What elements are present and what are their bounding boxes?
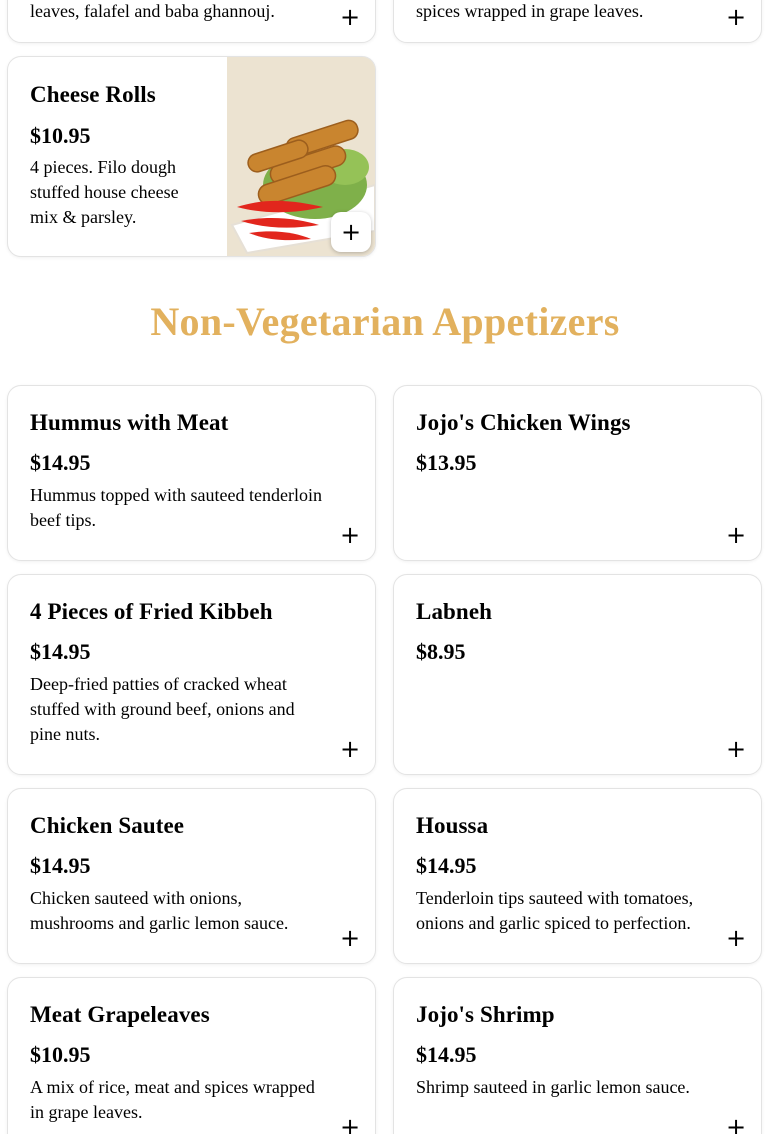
menu-item-card[interactable]: [7, 385, 376, 561]
item-description: Tenderloin tips sauteed with tomatoes, onions and garlic spiced to perfection.: [416, 888, 694, 933]
item-price: $13.95: [416, 450, 477, 475]
add-to-cart-button[interactable]: +: [725, 735, 747, 763]
menu-item-card[interactable]: [393, 977, 762, 1134]
menu-item-card-cheese-rolls[interactable]: [7, 56, 376, 257]
item-price: $14.95: [30, 853, 91, 878]
menu-item-card[interactable]: [7, 574, 376, 775]
item-price: $10.95: [30, 123, 91, 148]
add-to-cart-button[interactable]: +: [725, 924, 747, 952]
item-description: leaves, falafel and baba ghannouj.: [30, 1, 275, 21]
item-description: spices wrapped in grape leaves.: [416, 1, 644, 21]
add-to-cart-button[interactable]: +: [339, 735, 361, 763]
add-to-cart-button[interactable]: +: [339, 1113, 361, 1134]
item-name: Jojo's Chicken Wings: [416, 410, 631, 435]
item-price: $14.95: [30, 450, 91, 475]
item-description: Deep-fried patties of cracked wheat stuffed with ground beef, onions and pine nuts.: [30, 674, 295, 744]
add-to-cart-button[interactable]: +: [725, 1113, 747, 1134]
item-name: Cheese Rolls: [30, 82, 156, 107]
menu-item-card[interactable]: [393, 574, 762, 775]
item-name: Hummus with Meat: [30, 410, 229, 435]
menu-item-card[interactable]: [393, 0, 762, 43]
menu-item-card[interactable]: [393, 385, 762, 561]
item-description: Hummus topped with sauteed tenderloin beef tips.: [30, 485, 322, 530]
item-description: 4 pieces. Filo dough stuffed house cheese mix & parsley.: [30, 157, 179, 227]
item-description: Chicken sauteed with onions, mushrooms and garlic lemon sauce.: [30, 888, 289, 933]
item-price: $14.95: [30, 639, 91, 664]
item-price: $10.95: [30, 1042, 91, 1067]
add-to-cart-button[interactable]: +: [339, 521, 361, 549]
item-price: $8.95: [416, 639, 466, 664]
add-to-cart-button[interactable]: +: [725, 521, 747, 549]
item-name: Jojo's Shrimp: [416, 1002, 555, 1027]
item-name: Labneh: [416, 599, 493, 624]
item-name: Chicken Sautee: [30, 813, 185, 838]
item-description: Shrimp sauteed in garlic lemon sauce.: [416, 1077, 690, 1097]
menu-item-card[interactable]: [7, 0, 376, 43]
item-price: $14.95: [416, 1042, 477, 1067]
item-price: $14.95: [416, 853, 477, 878]
menu-item-card[interactable]: [7, 977, 376, 1134]
section-title: Non-Vegetarian Appetizers: [150, 299, 620, 344]
item-description: A mix of rice, meat and spices wrapped in grape leaves.: [30, 1077, 315, 1122]
food-image[interactable]: [227, 57, 375, 256]
add-to-cart-button[interactable]: +: [725, 3, 747, 31]
add-to-cart-button[interactable]: +: [339, 3, 361, 31]
add-to-cart-button[interactable]: +: [339, 924, 361, 952]
add-to-cart-button[interactable]: +: [331, 212, 371, 252]
item-name: Meat Grapeleaves: [30, 1002, 210, 1027]
menu-item-card[interactable]: [7, 788, 376, 964]
item-name: Houssa: [416, 813, 489, 838]
item-name: 4 Pieces of Fried Kibbeh: [30, 599, 273, 624]
menu-item-card[interactable]: [393, 788, 762, 964]
